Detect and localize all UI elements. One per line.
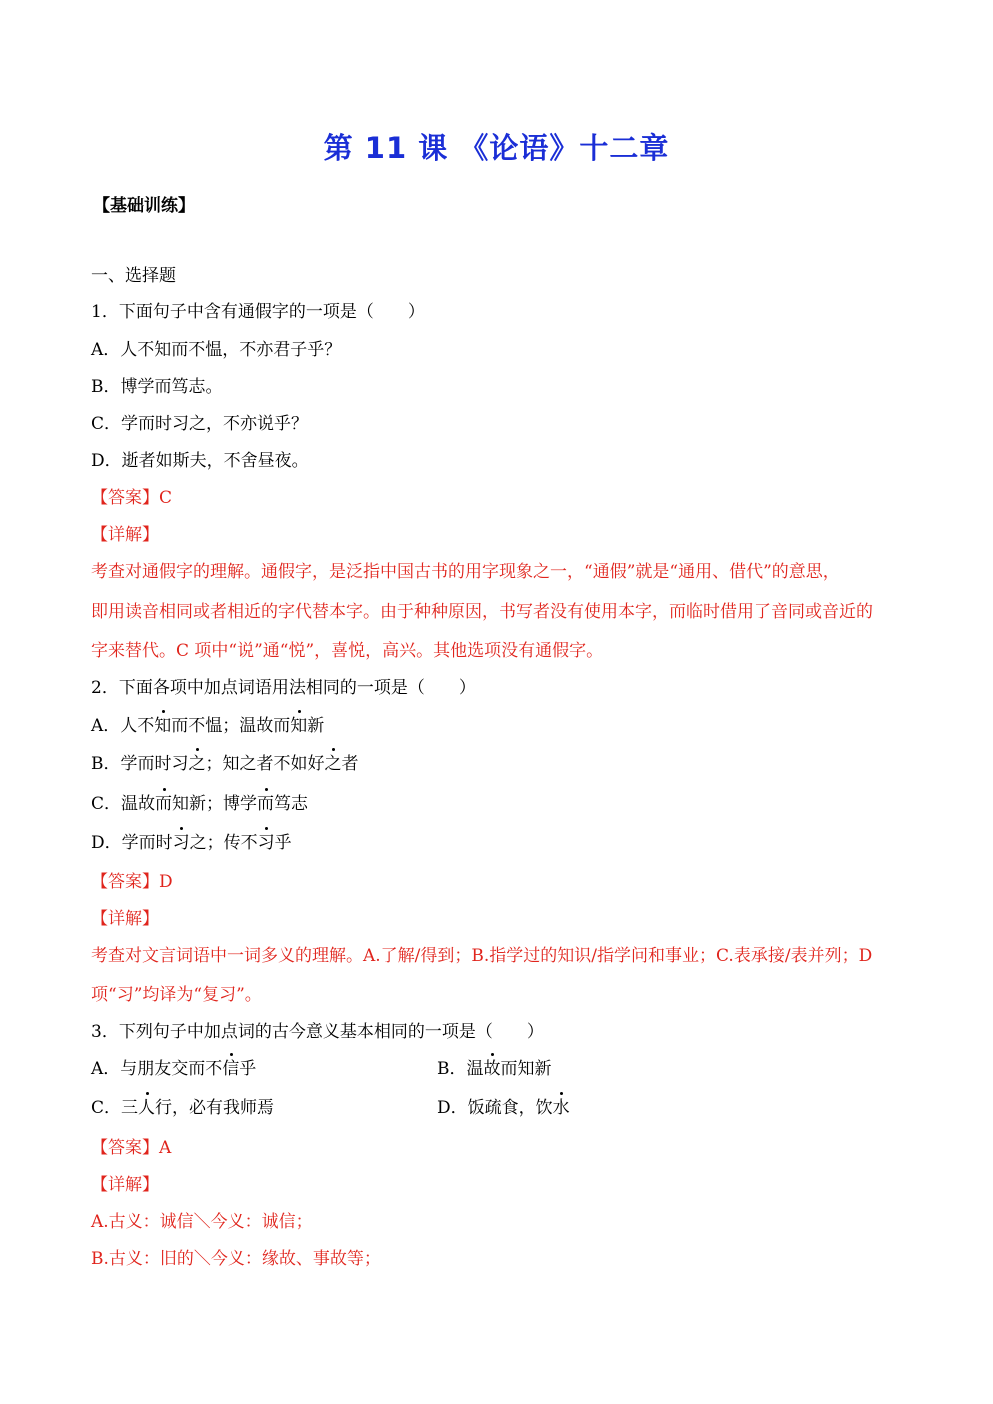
q3-detail-label: 【详解】 xyxy=(91,1175,159,1195)
q2-detail-line1: 考查对文言词语中一词多义的理解。A.了解/得到；B.指学过的知识/指学问和事业；C.表承接/表并列；D xyxy=(91,946,873,966)
q2-option-a xyxy=(91,715,324,737)
q3-c-text-end: 行，必有我师焉 xyxy=(155,1098,275,1118)
q2-option-b xyxy=(91,753,359,775)
q2-c-text-end: 笃志 xyxy=(274,794,309,814)
q3-option-d xyxy=(437,1097,570,1119)
q2-b-dotted-word-2: 之 xyxy=(324,754,342,774)
q3-option-b xyxy=(437,1058,552,1080)
q3-a-text-end: 乎 xyxy=(239,1059,257,1079)
q3-d-dotted-word: 水 xyxy=(552,1098,570,1118)
q2-b-text-mid: ；知之者不如好 xyxy=(205,754,325,774)
q2-option-c xyxy=(91,793,308,815)
q2-answer: 【答案】D xyxy=(91,872,173,892)
q2-c-text: C．温故 xyxy=(91,794,156,814)
q2-a-dotted-word-1: 知 xyxy=(154,716,172,736)
q1-detail-line3: 字来替代。C 项中“说”通“悦”，喜悦，高兴。其他选项没有通假字。 xyxy=(91,641,604,661)
page-title: 第 11 课 《论语》十二章 xyxy=(323,131,670,165)
section-heading: 【基础训练】 xyxy=(93,196,195,216)
q3-c-text: C．三 xyxy=(91,1098,139,1118)
q2-d-text-mid: 之；传不 xyxy=(189,833,258,853)
q2-d-dotted-word-2: 习 xyxy=(257,833,275,853)
q1-option-b: B．博学而笃志。 xyxy=(91,377,223,397)
q1-detail-label: 【详解】 xyxy=(91,525,159,545)
q2-b-dotted-word-1: 之 xyxy=(188,754,206,774)
q3-stem: 3．下列句子中加点词的古今意义基本相同的一项是（ ） xyxy=(91,1022,544,1042)
part-heading: 一、选择题 xyxy=(91,266,176,286)
q2-detail-label: 【详解】 xyxy=(91,909,159,929)
q2-d-dotted-word-1: 习 xyxy=(172,833,190,853)
q3-a-text: A．与朋友交而不 xyxy=(91,1059,223,1079)
q2-b-text: B．学而时习 xyxy=(91,754,189,774)
q1-option-c: C．学而时习之，不亦说乎？ xyxy=(91,414,309,434)
q3-answer: 【答案】A xyxy=(91,1138,172,1158)
q3-b-dotted-word: 故 xyxy=(483,1059,501,1079)
q3-detail-line2: B.古义：旧的＼今义：缘故、事故等； xyxy=(91,1249,381,1269)
q1-option-d: D．逝者如斯夫，不舍昼夜。 xyxy=(91,451,309,471)
q2-c-dotted-word-2: 而 xyxy=(257,794,275,814)
q2-c-text-mid: 知新；博学 xyxy=(172,794,258,814)
q1-detail-line1: 考查对通假字的理解。通假字，是泛指中国古书的用字现象之一，“通假”就是“通用、借代”的意思， xyxy=(91,562,840,582)
q1-option-a: A．人不知而不愠，不亦君子乎？ xyxy=(91,340,342,360)
q3-d-text: D．饭疏食，饮 xyxy=(437,1098,553,1118)
q2-c-dotted-word-1: 而 xyxy=(155,794,173,814)
q2-detail-line2: 项“习”均译为“复习”。 xyxy=(91,985,262,1005)
q3-detail-line1: A.古义：诚信＼今义：诚信； xyxy=(91,1212,313,1232)
q1-detail-line2: 即用读音相同或者相近的字代替本字。由于种种原因，书写者没有使用本字，而临时借用了音同或音近的 xyxy=(91,602,873,622)
q3-option-c xyxy=(91,1097,274,1119)
q2-a-text: A．人不 xyxy=(91,716,155,736)
q3-b-text: B．温 xyxy=(437,1059,484,1079)
q1-answer: 【答案】C xyxy=(91,488,173,508)
q2-b-text-end: 者 xyxy=(341,754,359,774)
q2-a-text-end: 新 xyxy=(307,716,325,736)
q2-d-text-end: 乎 xyxy=(274,833,292,853)
q2-option-d xyxy=(91,832,292,854)
q3-option-a xyxy=(91,1058,256,1080)
q1-stem: 1．下面句子中含有通假字的一项是（ ） xyxy=(91,302,425,322)
q2-stem: 2．下面各项中加点词语用法相同的一项是（ ） xyxy=(91,678,476,698)
q3-b-text-end: 而知新 xyxy=(500,1059,552,1079)
q3-c-dotted-word: 人 xyxy=(138,1098,156,1118)
q2-d-text: D．学而时 xyxy=(91,833,173,853)
q3-a-dotted-word: 信 xyxy=(222,1059,240,1079)
q2-a-text-mid: 而不愠；温故而 xyxy=(171,716,291,736)
q2-a-dotted-word-2: 知 xyxy=(290,716,308,736)
